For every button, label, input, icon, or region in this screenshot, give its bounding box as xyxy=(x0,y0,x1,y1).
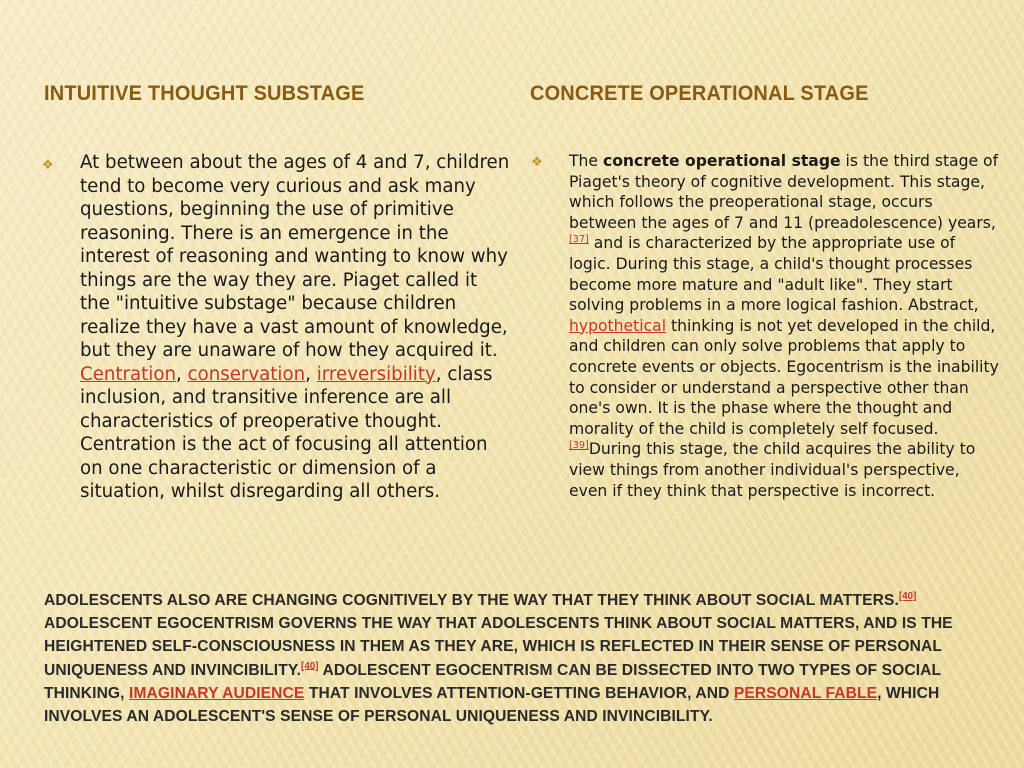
hypothetical-link[interactable]: hypothetical xyxy=(569,316,667,335)
citation-37-link[interactable]: [37] xyxy=(569,234,589,246)
footer-text-3: ADOLESCENT EGOCENTRISM CAN BE DISSECTED INTO TWO TYPES OF SOCIAL THINKING, xyxy=(44,661,941,702)
right-text-3: and is characterized by the appropriate use of logic. During this stage, a child's thought processes become more mature and "adult like". They start solving problems in a more logical fashion. Abstract, xyxy=(569,234,979,315)
separator: , xyxy=(176,363,188,385)
concrete-operational-term: concrete operational stage xyxy=(602,152,841,170)
left-paragraph-part-1: At between about the ages of 4 and 7, children tend to become very curious and ask many questions, beginning the use of primitive reasoning. There is an emergence in the interest of reasoning and wanting to know why things are the way they are. Piaget called it the "intuitive substage" because children realize they have a vast amount of knowledge, but they are unaware of how they acquired it. xyxy=(80,152,510,361)
adolescent-egocentrism-paragraph xyxy=(44,589,994,728)
right-text-2: is the third stage of Piaget's theory of cognitive development. This stage, which follows the preoperational stage, occurs between the ages of 7 and 11 (preadolescence) years, xyxy=(569,152,999,232)
right-text-5: During this stage, the child acquires the ability to view things from another individual's perspective, even if they think that perspective is incorrect. xyxy=(569,440,976,500)
right-text-1: The xyxy=(569,152,603,170)
left-column-text xyxy=(42,151,510,504)
footer-text-2: ADOLESCENT EGOCENTRISM GOVERNS THE WAY THAT ADOLESCENTS THINK ABOUT SOCIAL MATTERS, AND IS THE HEIGHTENED SELF-CONSCIOUSNESS IN THEM AS THEY ARE, WHICH IS REFLECTED IN THEIR SENSE OF PERSONAL UNIQUENESS AND INVINCIBILITY. xyxy=(44,615,953,679)
left-column-heading: INTUITIVE THOUGHT SUBSTAGE xyxy=(44,82,365,105)
citation-40-link[interactable]: [40] xyxy=(898,590,917,602)
separator: , xyxy=(305,363,317,385)
right-column-heading: CONCRETE OPERATIONAL STAGE xyxy=(530,82,869,105)
personal-fable-link[interactable]: PERSONAL FABLE xyxy=(733,684,878,702)
right-column-text xyxy=(531,151,1001,501)
sparkle-bullet-icon: ❖ xyxy=(531,155,543,170)
left-paragraph-part-2: , class inclusion, and transitive inference are all characteristics of preoperative thought. Centration is the act of focusing all attention on one characteristic or dimension of a situation, whilst disregarding all others. xyxy=(80,363,493,502)
citation-40-link[interactable]: [40] xyxy=(301,660,319,672)
imaginary-audience-link[interactable]: IMAGINARY AUDIENCE xyxy=(129,684,305,702)
conservation-link[interactable]: conservation xyxy=(187,363,306,385)
right-text-4: thinking is not yet developed in the child, and children can only solve problems that apply to concrete events or objects. Egocentrism is the inability to consider or understand a perspective other than one's own. It is the phase where the thought and morality of the child is completely self focused. xyxy=(569,316,999,438)
footer-text-5: , WHICH INVOLVES AN ADOLESCENT'S SENSE OF PERSONAL UNIQUENESS AND INVINCIBILITY. xyxy=(44,684,940,726)
centration-link[interactable]: Centration xyxy=(80,363,177,385)
sparkle-bullet-icon: ❖ xyxy=(42,158,54,173)
footer-text-4: THAT INVOLVES ATTENTION-GETTING BEHAVIOR, AND xyxy=(304,684,734,702)
citation-39-link[interactable]: [39] xyxy=(569,440,589,452)
footer-text-1: ADOLESCENTS ALSO ARE CHANGING COGNITIVELY BY THE WAY THAT THEY THINK ABOUT SOCIAL MATTERS. xyxy=(44,592,899,609)
irreversibility-link[interactable]: irreversibility xyxy=(316,363,436,385)
